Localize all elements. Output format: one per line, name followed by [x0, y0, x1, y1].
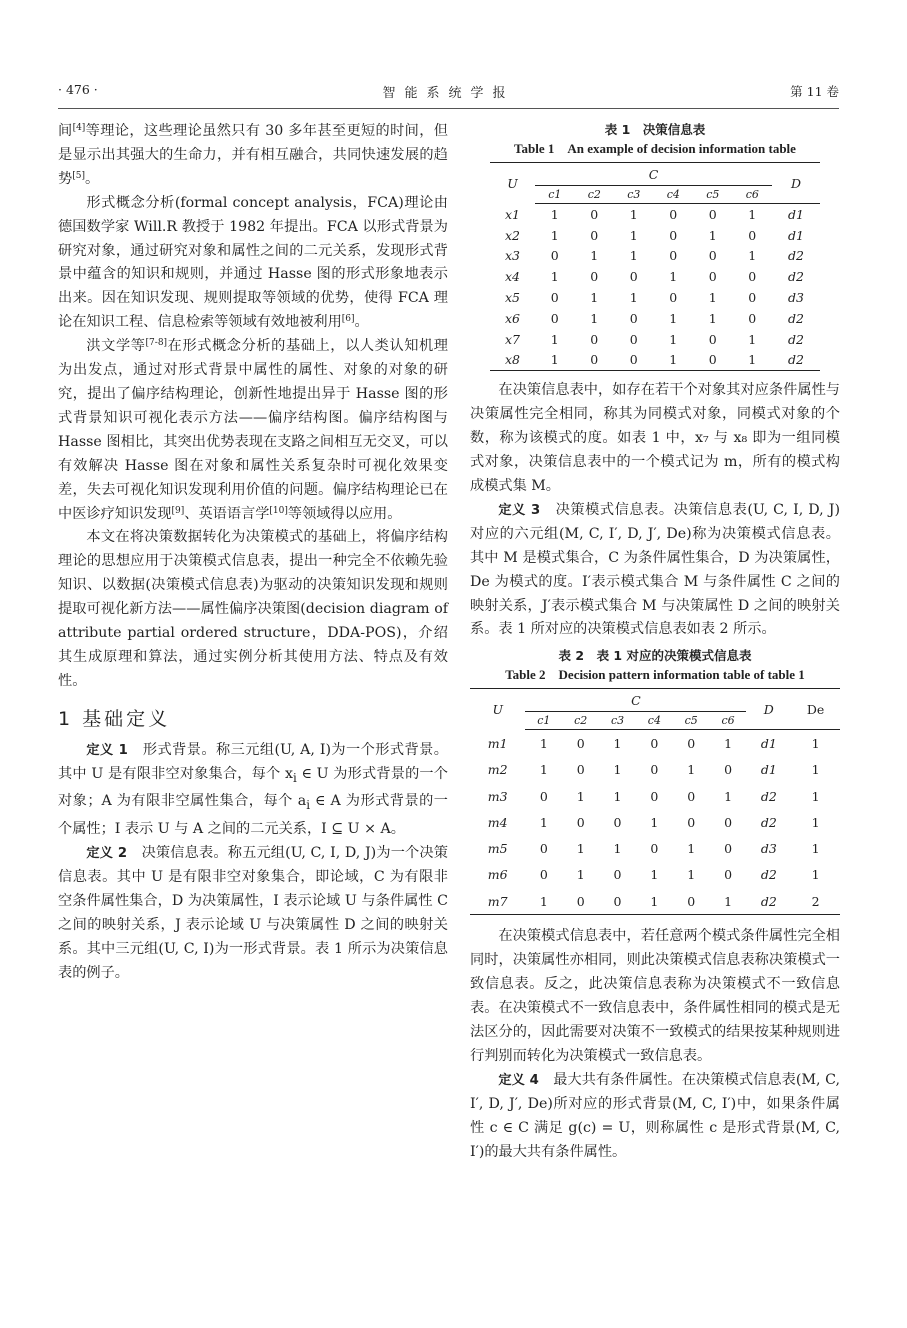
table-cell: d1: [788, 227, 804, 243]
column-header: D: [746, 689, 791, 730]
column-header: C: [535, 163, 772, 186]
table-cell: 1: [733, 350, 773, 371]
table-cell: 1: [687, 762, 696, 778]
table-cell: d2: [788, 269, 804, 285]
table-cell: 0: [590, 331, 599, 347]
table-cell: 1: [629, 290, 638, 306]
table-row: [470, 836, 840, 862]
column-header: c2: [575, 186, 615, 204]
table-row: [490, 287, 820, 308]
paragraph: 在决策信息表中，如存在若干个对象其对应条件属性与决策属性完全相同，称其为同模式对象，同模式对象的个数，称为该模式的度。如表 1 中，x₇ 与 x₈ 即为一组同模式对象，决策信息表中的一个模式记为 m，所有的模式构成模式集 M。: [470, 382, 840, 494]
table-cell: 0: [650, 841, 659, 857]
table-cell: 0: [550, 290, 559, 306]
table-cell: 1: [525, 888, 562, 915]
table-cell: 0: [724, 814, 733, 830]
table-cell: 1: [724, 735, 733, 751]
table-cell: d1: [760, 762, 777, 778]
definition-label: 定义 1: [86, 742, 128, 758]
paragraph: 间[4]等理论，这些理论虽然只有 30 多年甚至更短的时间，但是显示出其强大的生命力，并有相互融合，共同快速发展的趋势[5]。: [58, 123, 448, 187]
table-cell: 0: [590, 227, 599, 243]
table-cell: 0: [693, 350, 733, 371]
table-cell: 1: [590, 310, 599, 326]
table-cell: d2: [760, 788, 777, 804]
table-row: [470, 783, 840, 809]
table-cell: 1: [710, 888, 747, 915]
table-cell: 0: [724, 867, 733, 883]
table-cell: d3: [760, 841, 777, 857]
table-row: [490, 350, 820, 371]
table-cell: 1: [613, 841, 622, 857]
definition-3: 定义 3 决策模式信息表。决策信息表(U, C, I, D, J)对应的六元组(M, C, I′, D, J′, De)称为决策模式信息表。其中 M 是模式集合，C 为条件属性集合，D 为决策属性，De 为模式的度。I′表示模式集合 M 与条件属性 C 之间的映射关系，J′表示模式集合 M 与决策属性 D 之间的映射关系。表 1 所对应的决策模式信息表如表 2 所示。: [470, 501, 840, 638]
definition-label: 定义 2: [86, 846, 128, 862]
table-cell: 0: [576, 762, 585, 778]
table-cell: 0: [629, 310, 638, 326]
table-cell: 0: [613, 867, 622, 883]
column-header: c4: [654, 186, 694, 204]
table-2: [470, 688, 840, 915]
column-header: D: [772, 163, 820, 204]
column-header: c5: [693, 186, 733, 204]
table-cell: d2: [788, 310, 804, 326]
table-cell: 1: [748, 331, 757, 347]
table-cell: x1: [505, 206, 521, 222]
table-cell: 1: [590, 290, 599, 306]
table-row: [470, 809, 840, 835]
table-cell: 0: [562, 888, 599, 915]
table-cell: 1: [629, 248, 638, 264]
table-cell: 1: [650, 814, 659, 830]
definition-label: 定义 3: [498, 502, 541, 518]
citation: [4]: [72, 123, 86, 133]
table-cell: 0: [629, 331, 638, 347]
table-cell: 1: [613, 762, 622, 778]
page-header: [58, 82, 839, 109]
table-cell: 1: [576, 841, 585, 857]
column-header: U: [490, 163, 535, 204]
table-cell: 0: [748, 310, 757, 326]
table-row: [470, 757, 840, 783]
table-cell: 0: [614, 350, 654, 371]
table-cell: 0: [550, 248, 559, 264]
definition-2: 定义 2 决策信息表。称五元组(U, C, I, D, J)为一个决策信息表。其中 U 是有限非空对象集合，即论域，C 为有限非空条件属性集合，D 为决策属性，I 表示论域 U 与条件属性 C 之间的映射关系，J 表示论域 U 与决策属性 D 之间的映射关系。其中三元组(U, C, I)为一形式背景。表 1 所示为决策信息表的例子。: [58, 845, 448, 981]
citation: [7-8]: [145, 338, 168, 349]
table-cell: x5: [505, 290, 521, 306]
citation: [5]: [72, 170, 85, 181]
table-cell: 1: [629, 206, 638, 222]
table-cell: 0: [539, 867, 548, 883]
table-cell: d1: [788, 206, 804, 222]
table-cell: 1: [724, 788, 733, 804]
table-1: [490, 162, 820, 371]
paragraph: 形式概念分析(formal concept analysis，FCA)理论由德国数学家 Will.R 教授于 1982 年提出。FCA 以形式背景为研究对象，通过研究对象和属性之间的二元关系，发现形式背景中蕴含的知识和规则，并通过 Hasse 图的形式形象地表示出来。因在知识发现、规则提取等领域的优势，使得 FCA 理论在知识工程、信息检索等领域有效地被利用[6]。: [58, 194, 448, 331]
citation: [6]: [341, 314, 355, 325]
column-header: c5: [673, 712, 710, 730]
table-cell: d2: [788, 331, 804, 347]
table-cell: 0: [576, 735, 585, 751]
table-cell: 0: [613, 814, 622, 830]
paragraph: 在决策模式信息表中，若任意两个模式条件属性完全相同时，决策属性亦相同，则此决策模式信息表称决策模式一致信息表。反之，此决策信息表称为决策模式不一致信息表。在决策模式不一致信息表中，条件属性相同的模式是无法区分的，因此需要对决策不一致模式的结果按某种规则进行判别而转化为决策模式一致信息表。: [470, 928, 840, 1064]
table-cell: 0: [599, 888, 636, 915]
column-header: c6: [710, 712, 747, 730]
table-cell: 1: [550, 227, 559, 243]
table-cell: 0: [673, 888, 710, 915]
table-cell: 1: [708, 227, 717, 243]
column-header: c3: [599, 712, 636, 730]
table-cell: x8: [490, 350, 535, 371]
table-cell: 0: [724, 841, 733, 857]
table-cell: 0: [650, 735, 659, 751]
table-cell: d2: [772, 350, 820, 371]
table-cell: 1: [708, 310, 717, 326]
table-cell: x6: [505, 310, 521, 326]
table-cell: 1: [590, 248, 599, 264]
table-cell: 1: [550, 269, 559, 285]
section-heading: 1 基础定义: [58, 707, 171, 730]
column-header: c4: [636, 712, 673, 730]
table-cell: m4: [487, 814, 508, 830]
table-cell: 1: [535, 350, 575, 371]
table-cell: 1: [669, 269, 678, 285]
table-cell: 0: [669, 290, 678, 306]
table-cell: 1: [629, 227, 638, 243]
table-cell: 1: [539, 814, 548, 830]
paragraph: 洪文学等[7-8]在形式概念分析的基础上，以人类认知机理为出发点，通过对形式背景中属性的属性、对象的对象的研究，提出了偏序结构理论，创新性地提出异于 Hasse 图的形式背景知识可视化表示方法——偏序结构图。偏序结构图与 Hasse 图相比，其突出优势表现在支路之间相互无交叉，可以有效解决 Hasse 图在对象和属性关系复杂时可视化效果变差，失去可视化知识发现利用价值的问题。偏序结构理论已在中医诊疗知识发现[9]、英语语言学[10]等领域得以应用。: [58, 338, 448, 522]
table-cell: 0: [748, 227, 757, 243]
table-cell: d2: [788, 248, 804, 264]
table-cell: 1: [811, 867, 820, 883]
table-cell: 1: [687, 841, 696, 857]
table-cell: 0: [669, 248, 678, 264]
table-cell: d2: [760, 867, 777, 883]
table-cell: 1: [687, 867, 696, 883]
table-row: [490, 329, 820, 350]
table-row: [470, 862, 840, 888]
table-cell: x2: [505, 227, 521, 243]
column-header: C: [525, 689, 746, 712]
citation: [10]: [269, 505, 288, 516]
definition-1: 定义 1 形式背景。称三元组(U, A, I)为一个形式背景。其中 U 是有限非空对象集合，每个 $x_i$ ∈ U 为形式背景的一个对象；A 为有限非空属性集合，每个 $a_i$ ∈ A 为形式背景的一个属性；I 表示 U 与 A 之间的二元关系，I ⊆ U × A。: [58, 741, 448, 838]
table-cell: 0: [590, 269, 599, 285]
table-cell: 0: [650, 788, 659, 804]
table-cell: 1: [650, 867, 659, 883]
table-cell: 1: [539, 735, 548, 751]
page-number: · 476 ·: [58, 82, 98, 97]
table-2-caption: 表 2 表 1 对应的决策模式信息表 Table 2 Decision pattern information table of table 1: [505, 648, 805, 683]
definition-label: 定义 4: [498, 1072, 539, 1088]
table-cell: 1: [576, 788, 585, 804]
table-row: [490, 308, 820, 329]
table-cell: 0: [687, 814, 696, 830]
table-cell: d2: [746, 888, 791, 915]
table-cell: 0: [539, 788, 548, 804]
table-cell: 1: [811, 788, 820, 804]
table-cell: d2: [760, 814, 777, 830]
table-cell: 0: [708, 248, 717, 264]
table-cell: 0: [629, 269, 638, 285]
table-cell: 0: [708, 331, 717, 347]
table-row: [490, 246, 820, 267]
table-cell: 1: [613, 735, 622, 751]
table-cell: 1: [654, 350, 694, 371]
table-row: [490, 266, 820, 287]
table-cell: 0: [687, 735, 696, 751]
table-row: [490, 204, 820, 225]
column-header: c1: [525, 712, 562, 730]
table-cell: 1: [576, 867, 585, 883]
column-header: c1: [535, 186, 575, 204]
table-cell: 0: [590, 206, 599, 222]
table-cell: 0: [539, 841, 548, 857]
table-cell: x3: [505, 248, 521, 264]
table-cell: 1: [539, 762, 548, 778]
table-cell: x7: [505, 331, 521, 347]
table-row: [490, 225, 820, 246]
right-column: [470, 120, 840, 1164]
column-header: c3: [614, 186, 654, 204]
paragraph: 本文在将决策数据转化为决策模式的基础上，将偏序结构理论的思想应用于决策模式信息表，提出一种完全不依赖先验知识、以数据(决策模式信息表)为驱动的决策知识发现和规则提取可视化新方法——属性偏序决策图(decision diagram of attribute partial ordered structure，DDA-POS)，介绍其生成原理和算法，通过实例分析其使用方法、特点及有效性。: [58, 529, 448, 689]
table-cell: 1: [550, 331, 559, 347]
table-cell: 0: [708, 269, 717, 285]
table-cell: 0: [748, 269, 757, 285]
table-cell: 0: [724, 762, 733, 778]
table-cell: m6: [487, 867, 508, 883]
table-cell: 0: [687, 788, 696, 804]
column-header: De: [791, 689, 840, 730]
table-cell: 0: [708, 206, 717, 222]
table-cell: d3: [788, 290, 804, 306]
table-cell: 0: [576, 814, 585, 830]
table-cell: 0: [669, 206, 678, 222]
journal-name: 智能系统学报: [382, 86, 515, 101]
table-cell: 1: [811, 814, 820, 830]
table-cell: 0: [650, 762, 659, 778]
table-cell: 1: [613, 788, 622, 804]
table-cell: 1: [811, 735, 820, 751]
table-cell: 1: [811, 762, 820, 778]
table-cell: 2: [791, 888, 840, 915]
volume-label: 第 11 卷: [790, 84, 839, 99]
table-cell: m1: [487, 735, 508, 751]
table-cell: d1: [760, 735, 777, 751]
table-cell: 0: [550, 310, 559, 326]
table-cell: 1: [748, 248, 757, 264]
definition-4: 定义 4 最大共有条件属性。在决策模式信息表(M, C, I′, D, J′, De)所对应的形式背景(M, C, I′)中，如果条件属性 c ∈ C 满足 g(c) = U，则称属性 c 是形式背景(M, C, I′)的最大共有条件属性。: [470, 1071, 840, 1160]
table-cell: x4: [505, 269, 521, 285]
table-cell: 1: [748, 206, 757, 222]
table-cell: 1: [669, 310, 678, 326]
table-cell: 1: [636, 888, 673, 915]
table-cell: 0: [575, 350, 615, 371]
table-row: [470, 888, 840, 915]
column-header: U: [470, 689, 525, 730]
table-cell: 1: [550, 206, 559, 222]
table-cell: 1: [669, 331, 678, 347]
table-cell: 1: [811, 841, 820, 857]
table-cell: m5: [487, 841, 508, 857]
table-cell: 0: [669, 227, 678, 243]
table-cell: m7: [470, 888, 525, 915]
left-column: [58, 120, 448, 985]
table-cell: 1: [708, 290, 717, 306]
column-header: c2: [562, 712, 599, 730]
column-header: c6: [733, 186, 773, 204]
table-row: [470, 730, 840, 757]
table-cell: m2: [487, 762, 508, 778]
table-cell: m3: [487, 788, 508, 804]
citation: [9]: [171, 505, 185, 516]
table-1-caption: 表 1 决策信息表 Table 1 An example of decision information table: [514, 122, 796, 156]
table-cell: 0: [748, 290, 757, 306]
